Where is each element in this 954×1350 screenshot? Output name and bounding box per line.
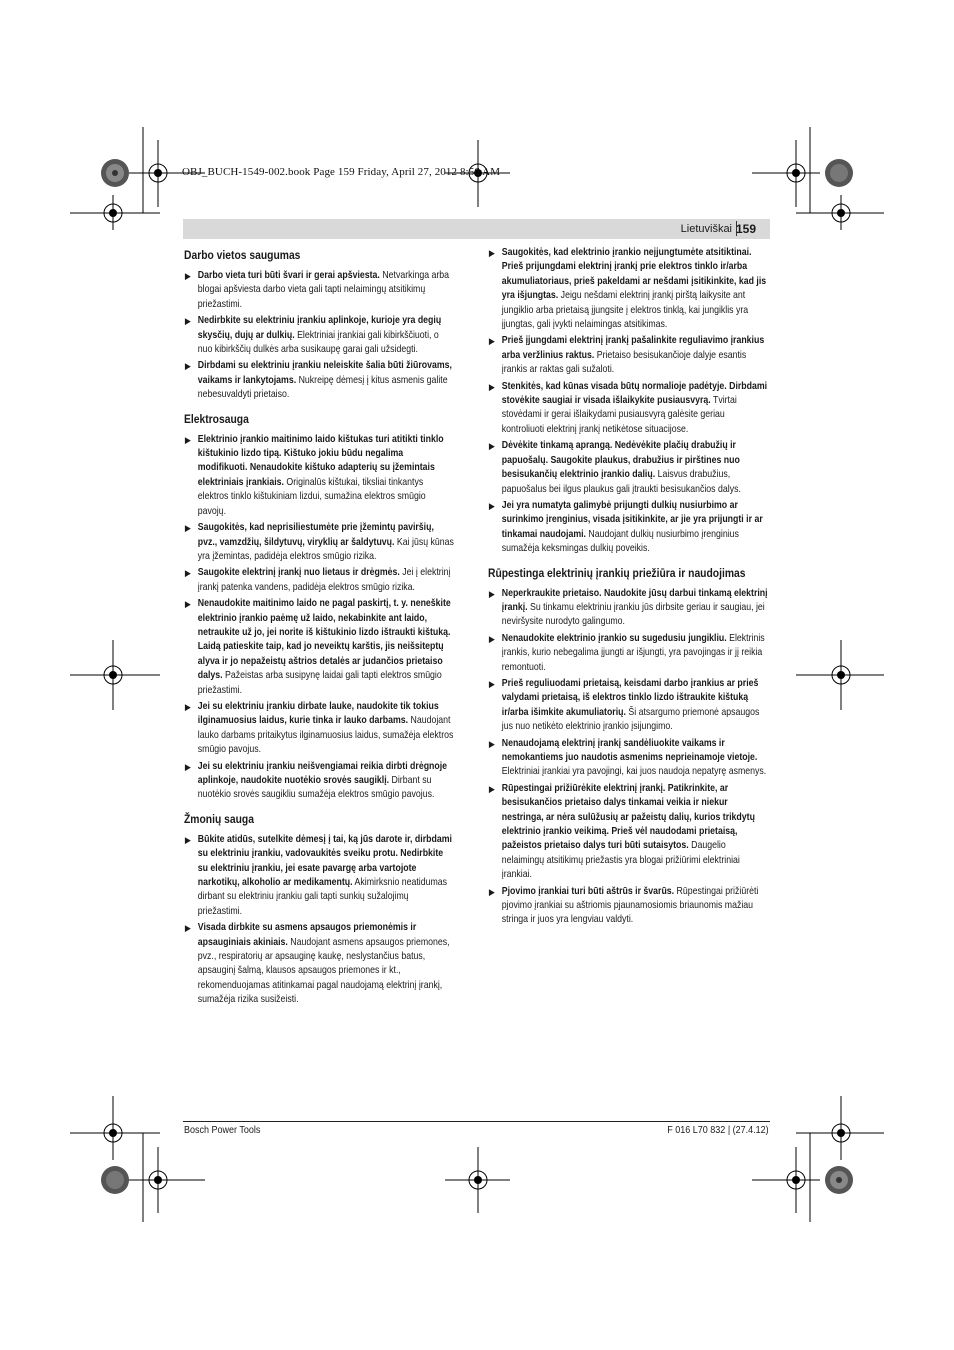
safety-item (488, 334, 769, 377)
item-explanation: Daugelio nelaimingų atsitikimų priežastis yra blogai prižiūrimi elektriniai įrankiai. (501, 840, 740, 881)
safety-item (488, 439, 769, 497)
item-emphasis: Pjovimo įrankiai turi būti aštrūs ir švarūs. (501, 885, 675, 897)
section-title: Darbo vietos saugumas (184, 248, 301, 262)
footer-doc-code: F 016 L70 832 | (27.4.12) (667, 1125, 769, 1136)
item-explanation: Netvarkinga arba blogai apšviesta darbo vieta gali tapti nelaimingų atsitikimų priežastimi. (197, 270, 450, 310)
item-emphasis: Dirbdami su elektriniu įrankiu neleiskite šalia būti žiūrovams, vaikams ir lankytojams. (197, 360, 452, 386)
bullet-arrow-icon: ▶ (184, 834, 191, 845)
safety-item (488, 677, 769, 735)
item-emphasis: Nenaudokite elektrinio įrankio su sugedusiu jungikliu. (501, 632, 727, 644)
item-explanation: Elektriniai įrankiai yra pavojingi, kai juos naudoja nepatyrę asmenys. (501, 766, 767, 778)
safety-item (184, 433, 454, 519)
bullet-arrow-icon: ▶ (184, 523, 191, 534)
section-title: Rūpestinga elektrinių įrankių priežiūra ir naudojimas (488, 565, 746, 580)
item-explanation: Akimirksnio neatidumas dirbant su elektriniu įrankiu gali tapti sunkių sužalojimų priežastimi. (197, 877, 448, 917)
item-emphasis: Prieš įjungdami elektrinį įrankį pašalinkite reguliavimo įrankius arba veržlinius raktus. (501, 335, 765, 361)
bullet-arrow-icon: ▶ (184, 316, 191, 327)
bullet-arrow-icon: ▶ (488, 886, 495, 897)
safety-item (184, 566, 454, 595)
item-emphasis: Nenaudojamą elektrinį įrankį sandėliuokite vaikams ir nemokantiems juo naudotis asmenims neprieinamoje vietoje. (501, 737, 758, 763)
item-explanation: Ši atsargumo priemonė apsaugos jus nuo netikėto elektrinio įrankio įsijungimo. (501, 706, 760, 733)
item-explanation: Su tinkamu elektriniu įrankiu jūs dirbsite geriau ir saugiau, jei neviršysite nurodyto galingumo. (501, 601, 765, 628)
safety-item (184, 359, 454, 402)
item-emphasis: Dėvėkite tinkamą aprangą. Nedėvėkite plačių drabužių ir papuošalų. Saugokite plaukus, drabužius ir pirštines nuo besisukančių elektrinio įrankio dalių. (501, 440, 740, 481)
item-explanation: Tvirtai stovėdami ir gerai išlaikydami pusiausvyrą galėsite geriau kontroliuoti elektrinį įrankį netikėtose situacijose. (501, 395, 737, 435)
item-emphasis: Jei yra numatyta galimybė prijungti dulkių nusiurbimo ar surinkimo įrenginius, visada įsitikinkite, ar jie yra prijungti ir ar tinkamai naudojami. (501, 499, 763, 540)
bullet-arrow-icon: ▶ (488, 633, 495, 644)
safety-item (184, 700, 454, 758)
item-emphasis: Jei su elektriniu įrankiu dirbate lauke, naudokite tik tokius ilginamuosius laidus, kurie tinka ir lauko darbams. (197, 700, 439, 727)
item-explanation: Naudojant asmens apsaugos priemones, pvz., respiratorių ar apsauginę kaukę, neslystančius batus, apsauginį šalmą, klausos apsaugos priemones ir kt., rekomenduojamas atitinkamai pagal naudojamą elektrinį įrankį, sumažėja rizika susižeisti. (197, 936, 450, 1006)
item-emphasis: Prieš reguliuodami prietaisą, keisdami darbo įrankius ar prieš valydami prietaisą, iš elektros tinklo lizdo ištraukite kištuką ir/arba išimkite akumuliatorių. (501, 677, 759, 718)
bullet-arrow-icon: ▶ (488, 248, 495, 258)
footer-publisher: Bosch Power Tools (184, 1125, 261, 1136)
safety-item (184, 269, 454, 312)
safety-item (488, 499, 769, 557)
safety-item (184, 833, 454, 919)
safety-item (488, 632, 769, 675)
item-emphasis: Rūpestingai prižiūrėkite elektrinį įrankį. Patikrinkite, ar besisukančios prietaiso dalys tinkamai veikia ir niekur nestringa, ar nėra sulūžusių ar pažeistų dalių, kurios trikdytų elektrinio įrankio veikimą. Prieš vėl naudodami prietaisą, pažeistos prietaiso dalys turi būti sutaisytos. (501, 782, 755, 852)
bullet-arrow-icon: ▶ (488, 738, 495, 749)
bullet-arrow-icon: ▶ (184, 701, 191, 712)
page-header-bar (183, 219, 770, 239)
safety-item (488, 737, 769, 780)
left-column (184, 248, 454, 1010)
item-emphasis: Nenaudokite maitinimo laido ne pagal paskirtį, t. y. neneškite elektrinio įrankio paėmę už laido, nekabinkite ant laido, netraukite už jo, jei norite iš kištukinio lizdo ištraukti kištuką. Laidą patieskite taip, kad jo neveiktų karštis, jis neišsiteptų alyva ir jo nepažeistų aštrios detalės ar judančios prietaiso dalys. (197, 598, 451, 682)
bullet-arrow-icon: ▶ (488, 381, 495, 392)
item-explanation: Elektrinis įrankis, kurio nebegalima įjungti ar išjungti, yra pavojingas ir jį reikia remontuoti. (501, 632, 765, 673)
item-emphasis: Būkite atidūs, sutelkite dėmesį į tai, ką jūs darote ir, dirbdami su elektriniu įrankiu, vadovaukitės sveiku protu. Nedirbkite su elektriniu įrankiu, jei esate pavargę arba vartojote narkotikų, alkoholio ar medikamentų. (197, 833, 452, 889)
bullet-arrow-icon: ▶ (488, 678, 495, 689)
item-explanation: Naudojant dulkių nusiurbimo įrenginius sumažėja keksmingas dulkių poveikis. (501, 528, 739, 555)
bullet-arrow-icon: ▶ (488, 783, 495, 794)
item-explanation: Elektriniai įrankiai gali kibirkščiuoti, o nuo kibirkščių dulkės arba susikaupę garai gali užsidegti. (197, 329, 439, 356)
safety-item (488, 782, 769, 883)
section-title: Žmonių sauga (184, 811, 254, 826)
item-explanation: Originalūs kištukai, tiksliai tinkantys elektros tinklo kištukiniam lizdui, sumažina elektros smūgio pavojų. (197, 476, 426, 517)
bullet-arrow-icon: ▶ (184, 599, 191, 610)
item-emphasis: Saugokitės, kad elektrinio įrankio neįjungtumėte atsitiktinai. Prieš prijungdami elektrinį įrankį prie elektros tinklo ir/arba akumuliatoriaus, prieš pakeldami ar nešdami įsitikinkite, kad jis yra išjungtas. (501, 247, 767, 302)
item-explanation: Jei į elektrinį įrankį patenka vandens, padidėja elektros smūgio rizika. (197, 567, 451, 593)
item-explanation: Rūpestingai prižiūrėti pjovimo įrankiai su aštriomis pjaunamosiomis briaunomis mažiau stringa ir juos yra lengviau valdyti. (501, 885, 759, 926)
bullet-arrow-icon: ▶ (184, 271, 191, 281)
item-emphasis: Darbo vieta turi būti švari ir gerai apšviesta. (197, 270, 380, 281)
item-explanation: Jeigu nešdami elektrinį įrankį pirštą laikysite ant jungiklio arba prietaisą įjungsite į elektros tinklą, kai jungiklis yra įjungtas, gali įvykti nelaimingas atsitikimas. (501, 290, 749, 331)
item-explanation: Nukreipę dėmesį į kitus asmenis galite nebesuvaldyti prietaiso. (197, 374, 448, 401)
item-explanation: Pažeistas arba susipynę laidai gali tapti elektros smūgio priežastimi. (197, 670, 442, 696)
item-explanation: Laisvus drabužius, papuošalus bei ilgus plaukus gali įtraukti besisukančios dalys. (501, 469, 741, 495)
safety-item (184, 921, 454, 1007)
bullet-arrow-icon: ▶ (184, 761, 191, 772)
safety-item (488, 246, 769, 332)
item-explanation: Prietaiso besisukančioje dalyje esantis įrankis ar raktas gali sužaloti. (501, 349, 747, 376)
safety-item (488, 885, 769, 928)
bullet-arrow-icon: ▶ (184, 568, 191, 579)
item-emphasis: Elektrinio įrankio maitinimo laido kištukas turi atitikti tinklo kištukinio lizdo tipą. Kištuko jokiu būdu negalima modifikuoti. Nenaudokite kištuko adapterių su įžemintais elektriniais įrankiais. (197, 433, 444, 488)
language-label: Lietuviškai (680, 223, 732, 235)
footer-rule (183, 1121, 770, 1122)
item-emphasis: Jei su elektriniu įrankiu neišvengiamai reikia dirbti drėgnoje aplinkoje, naudokite nuotėkio srovės saugiklį. (197, 760, 448, 786)
bullet-arrow-icon: ▶ (184, 434, 191, 445)
section-title: Elektrosauga (184, 411, 249, 426)
safety-item (184, 521, 454, 564)
safety-item (184, 597, 454, 698)
page-number: 159 (735, 222, 756, 236)
item-emphasis: Visada dirbkite su asmens apsaugos priemonėmis ir apsauginiais akiniais. (197, 922, 417, 948)
bullet-arrow-icon: ▶ (184, 361, 191, 372)
bullet-arrow-icon: ▶ (488, 500, 495, 511)
item-explanation: Dirbant su nuotėkio srovės saugikliu sumažėja elektros smūgio pavojus. (197, 775, 435, 801)
item-emphasis: Stenkitės, kad kūnas visada būtų normalioje padėtyje. Dirbdami stovėkite saugiai ir visada išlaikykite pusiausvyrą. (501, 380, 768, 407)
bullet-arrow-icon: ▶ (488, 588, 495, 599)
item-explanation: Kai jūsų kūnas yra įžemintas, padidėja elektros smūgio rizika. (197, 536, 454, 562)
safety-item (184, 760, 454, 803)
safety-item (488, 380, 769, 438)
book-info-line: OBJ_BUCH-1549-002.book Page 159 Friday, April 27, 2012 8:56 AM (182, 166, 501, 178)
right-column (488, 246, 769, 930)
bullet-arrow-icon: ▶ (488, 441, 495, 452)
safety-item (488, 587, 769, 630)
bullet-arrow-icon: ▶ (184, 923, 191, 934)
safety-item (184, 314, 454, 357)
item-emphasis: Nedirbkite su elektriniu įrankiu aplinkoje, kurioje yra degių skysčių, dujų ar dulkių. (197, 315, 442, 341)
item-emphasis: Neperkraukite prietaiso. Naudokite jūsų darbui tinkamą elektrinį įrankį. (501, 587, 768, 613)
item-emphasis: Saugokitės, kad neprisiliestumėte prie įžemintų paviršių, pvz., vamzdžių, šildytuvų, viryklių ar šaldytuvų. (197, 522, 434, 548)
bullet-arrow-icon: ▶ (488, 336, 495, 347)
item-emphasis: Saugokite elektrinį įrankį nuo lietaus ir drėgmės. (197, 567, 400, 579)
item-explanation: Naudojant lauko darbams pritaikytus ilginamuosius laidus, sumažėja elektros smūgio pavojus. (197, 715, 454, 756)
